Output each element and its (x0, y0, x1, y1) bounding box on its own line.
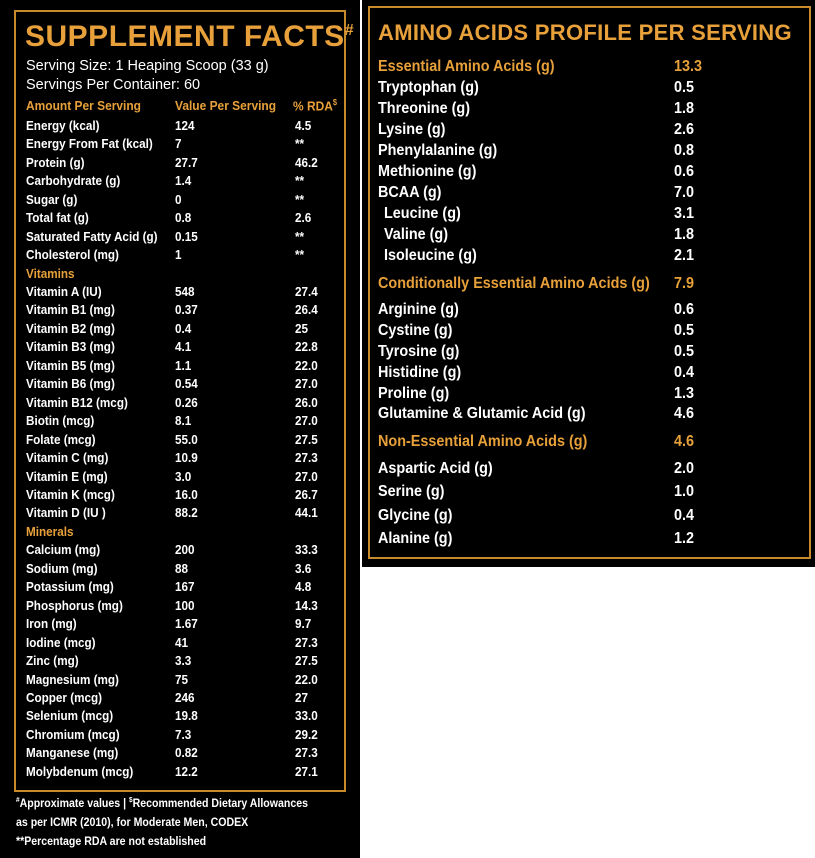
nutrient-rda: 27.0 (295, 376, 318, 391)
amino-acid-name: Alanine (g) (378, 530, 453, 547)
nutrient-value: 3.0 (175, 469, 192, 484)
amino-acid-name: Proline (g) (378, 385, 450, 402)
nutrient-name: Vitamin D (IU ) (26, 505, 106, 520)
amino-acid-value: 0.8 (674, 142, 695, 159)
amino-acid-row (362, 343, 815, 363)
nutrient-value: 124 (175, 118, 195, 133)
amino-acid-name: Methionine (g) (378, 163, 477, 180)
amino-acid-value: 0.4 (674, 364, 695, 381)
nutrient-row (0, 339, 360, 357)
nutrient-value: 55.0 (175, 432, 198, 447)
nutrient-row (0, 616, 360, 634)
nutrient-value: 0.8 (175, 210, 192, 225)
amino-group-row (362, 433, 815, 453)
amino-acid-name: Valine (g) (384, 226, 449, 243)
nutrient-rda: 27.3 (295, 450, 318, 465)
amino-acid-row (362, 405, 815, 425)
amino-acid-name: Essential Amino Acids (g) (378, 58, 555, 75)
nutrient-row (0, 487, 360, 505)
amino-acids-title: AMINO ACIDS PROFILE PER SERVING (378, 20, 792, 45)
amino-acid-value: 7.0 (674, 184, 695, 201)
nutrient-rda: 9.7 (295, 616, 312, 631)
amino-acid-value: 1.8 (674, 100, 695, 117)
amino-acid-value: 7.9 (674, 275, 695, 292)
nutrient-name: Vitamin B3 (mg) (26, 339, 115, 354)
amino-acid-name: Tyrosine (g) (378, 343, 460, 360)
nutrient-name: Cholesterol (mg) (26, 247, 119, 262)
nutrient-row (0, 542, 360, 560)
nutrient-row (0, 192, 360, 210)
nutrient-value: 0.4 (175, 321, 192, 336)
nutrient-value: 41 (175, 635, 189, 650)
amino-acid-value: 1.2 (674, 530, 695, 547)
nutrient-row (0, 708, 360, 726)
nutrient-rda: ** (295, 136, 305, 151)
amino-acid-value: 4.6 (674, 433, 695, 450)
nutrient-name: Chromium (mcg) (26, 727, 120, 742)
nutrient-value: 7.3 (175, 727, 192, 742)
nutrient-value: 0.82 (175, 745, 198, 760)
nutrient-row (0, 155, 360, 173)
footnote-line-1: #Approximate values | $Recommended Dietary Allowances (16, 797, 308, 810)
nutrient-row (0, 229, 360, 247)
nutrient-rda: 33.0 (295, 708, 318, 723)
amino-acid-name: Non-Essential Amino Acids (g) (378, 433, 588, 450)
supplement-facts-panel (0, 0, 360, 858)
nutrient-name: Manganese (mg) (26, 745, 119, 760)
amino-acid-row (362, 142, 815, 162)
amino-acid-name: Histidine (g) (378, 364, 462, 381)
nutrient-rda: 27 (295, 690, 309, 705)
serving-size: Serving Size: 1 Heaping Scoop (33 g) (26, 58, 269, 74)
nutrient-rda: 26.4 (295, 302, 318, 317)
nutrient-rda: 25 (295, 321, 309, 336)
nutrient-value: 100 (175, 598, 195, 613)
value-per-serving-header: Value Per Serving (175, 98, 277, 113)
nutrient-rda: 27.4 (295, 284, 318, 299)
nutrient-value: 0.37 (175, 302, 198, 317)
nutrient-name: Molybdenum (mcg) (26, 764, 134, 779)
nutrient-rda: 44.1 (295, 505, 318, 520)
nutrient-row (0, 469, 360, 487)
nutrient-value: 16.0 (175, 487, 198, 502)
nutrient-rda: ** (295, 173, 305, 188)
nutrient-row (0, 284, 360, 302)
nutrient-row (0, 173, 360, 191)
nutrient-row (0, 247, 360, 265)
nutrient-rda: 33.3 (295, 542, 318, 557)
nutrient-value: 10.9 (175, 450, 198, 465)
nutrient-name: Iron (mg) (26, 616, 77, 631)
nutrient-rda: 4.5 (295, 118, 312, 133)
nutrient-value: 12.2 (175, 764, 198, 779)
nutrient-name: Vitamin B6 (mg) (26, 376, 115, 391)
nutrient-row (0, 450, 360, 468)
amino-acid-name: Threonine (g) (378, 100, 470, 117)
amino-acid-row (362, 530, 815, 550)
footnote-line-2: as per ICMR (2010), for Moderate Men, CODEX (16, 817, 249, 829)
nutrient-name: Vitamin K (mcg) (26, 487, 115, 502)
nutrient-name: Biotin (mcg) (26, 413, 95, 428)
nutrient-row (0, 635, 360, 653)
amino-acid-name: Lysine (g) (378, 121, 446, 138)
nutrient-name: Total fat (g) (26, 210, 89, 225)
nutrient-row (0, 579, 360, 597)
amino-acid-row (362, 163, 815, 183)
servings-per-container: Servings Per Container: 60 (26, 77, 201, 93)
nutrient-row (0, 302, 360, 320)
amino-acid-name: Glycine (g) (378, 507, 453, 524)
nutrient-name: Vitamin B12 (mcg) (26, 395, 128, 410)
vitamins-section-label: Vitamins (26, 266, 75, 281)
nutrient-value: 1.1 (175, 358, 192, 373)
amino-acid-value: 0.5 (674, 79, 695, 96)
amino-acid-value: 13.3 (674, 58, 703, 75)
amino-acid-row (362, 79, 815, 99)
nutrient-name: Protein (g) (26, 155, 85, 170)
nutrient-name: Energy (kcal) (26, 118, 100, 133)
nutrient-rda: 27.0 (295, 469, 318, 484)
nutrient-value: 3.3 (175, 653, 192, 668)
amino-acid-value: 2.0 (674, 460, 695, 477)
amino-acid-name: Glutamine & Glutamic Acid (g) (378, 405, 586, 422)
amino-acid-name: Isoleucine (g) (384, 247, 477, 264)
amino-acid-value: 0.6 (674, 163, 695, 180)
amino-acid-row (362, 247, 815, 267)
nutrient-name: Folate (mcg) (26, 432, 96, 447)
nutrient-name: Sodium (mg) (26, 561, 98, 576)
nutrient-value: 88 (175, 561, 189, 576)
nutrient-name: Potassium (mg) (26, 579, 114, 594)
amino-acid-row (362, 483, 815, 503)
amino-acid-row (362, 205, 815, 225)
nutrient-value: 1.67 (175, 616, 198, 631)
amount-per-serving-header: Amount Per Serving (26, 98, 141, 113)
nutrient-row (0, 321, 360, 339)
nutrient-name: Vitamin B5 (mg) (26, 358, 115, 373)
nutrient-value: 167 (175, 579, 195, 594)
amino-acid-name: Phenylalanine (g) (378, 142, 498, 159)
nutrient-name: Vitamin B2 (mg) (26, 321, 115, 336)
nutrient-name: Selenium (mcg) (26, 708, 114, 723)
nutrient-name: Iodine (mcg) (26, 635, 96, 650)
nutrient-rda: 27.1 (295, 764, 318, 779)
nutrient-rda: ** (295, 192, 305, 207)
nutrient-row (0, 358, 360, 376)
nutrient-rda: 27.0 (295, 413, 318, 428)
nutrient-value: 0.54 (175, 376, 198, 391)
nutrient-value: 0.15 (175, 229, 198, 244)
nutrient-rda: 2.6 (295, 210, 312, 225)
amino-acid-row (362, 385, 815, 405)
footnote-line-3: **Percentage RDA are not established (16, 836, 207, 848)
nutrient-row (0, 764, 360, 782)
nutrient-name: Saturated Fatty Acid (g) (26, 229, 158, 244)
nutrient-value: 0 (175, 192, 182, 207)
nutrient-name: Vitamin A (IU) (26, 284, 102, 299)
nutrient-rda: ** (295, 229, 305, 244)
amino-acid-name: Cystine (g) (378, 322, 453, 339)
amino-acid-name: Aspartic Acid (g) (378, 460, 493, 477)
amino-acid-name: Leucine (g) (384, 205, 461, 222)
amino-acid-value: 3.1 (674, 205, 695, 222)
nutrient-rda: 22.0 (295, 358, 318, 373)
nutrient-row (0, 690, 360, 708)
nutrient-name: Vitamin E (mg) (26, 469, 108, 484)
nutrient-value: 0.26 (175, 395, 198, 410)
nutrient-rda: 4.8 (295, 579, 312, 594)
nutrient-rda: 27.5 (295, 432, 318, 447)
amino-acid-row (362, 460, 815, 480)
amino-acid-value: 0.4 (674, 507, 695, 524)
amino-acid-name: BCAA (g) (378, 184, 442, 201)
supplement-facts-title: SUPPLEMENT FACTS# (25, 20, 355, 53)
nutrient-row (0, 210, 360, 228)
nutrient-name: Copper (mcg) (26, 690, 103, 705)
nutrient-value: 4.1 (175, 339, 192, 354)
nutrient-name: Calcium (mg) (26, 542, 101, 557)
nutrient-name: Vitamin C (mg) (26, 450, 109, 465)
amino-acid-name: Tryptophan (g) (378, 79, 479, 96)
nutrient-row (0, 561, 360, 579)
amino-acid-row (362, 100, 815, 120)
amino-acid-value: 0.6 (674, 301, 695, 318)
nutrient-row (0, 136, 360, 154)
nutrient-name: Carbohydrate (g) (26, 173, 121, 188)
amino-acid-row (362, 184, 815, 204)
nutrient-row (0, 505, 360, 523)
amino-acid-name: Arginine (g) (378, 301, 459, 318)
amino-acid-row (362, 507, 815, 527)
nutrient-rda: 46.2 (295, 155, 318, 170)
nutrient-value: 7 (175, 136, 182, 151)
nutrient-rda: 3.6 (295, 561, 312, 576)
amino-acid-value: 1.3 (674, 385, 695, 402)
nutrient-value: 1 (175, 247, 182, 262)
nutrient-row (0, 376, 360, 394)
nutrient-row (0, 413, 360, 431)
nutrient-row (0, 395, 360, 413)
nutrient-value: 548 (175, 284, 195, 299)
nutrient-name: Vitamin B1 (mg) (26, 302, 115, 317)
nutrient-row (0, 432, 360, 450)
nutrient-row (0, 727, 360, 745)
nutrient-value: 27.7 (175, 155, 198, 170)
nutrient-rda: 14.3 (295, 598, 318, 613)
nutrient-row (0, 745, 360, 763)
amino-acid-value: 2.1 (674, 247, 695, 264)
amino-acid-row (362, 364, 815, 384)
nutrient-value: 246 (175, 690, 195, 705)
amino-acid-value: 1.0 (674, 483, 695, 500)
nutrient-rda: 29.2 (295, 727, 318, 742)
amino-acid-row (362, 301, 815, 321)
nutrient-value: 19.8 (175, 708, 198, 723)
nutrient-value: 200 (175, 542, 195, 557)
amino-acid-name: Serine (g) (378, 483, 445, 500)
nutrient-name: Phosphorus (mg) (26, 598, 123, 613)
nutrient-row (0, 118, 360, 136)
minerals-section-label: Minerals (26, 524, 74, 539)
amino-acid-row (362, 322, 815, 342)
amino-acid-value: 0.5 (674, 343, 695, 360)
nutrient-name: Zinc (mg) (26, 653, 79, 668)
nutrient-rda: 26.0 (295, 395, 318, 410)
rda-header: % RDA$ (293, 98, 337, 114)
nutrient-row (0, 598, 360, 616)
nutrient-name: Energy From Fat (kcal) (26, 136, 153, 151)
nutrient-row (0, 672, 360, 690)
nutrient-rda: ** (295, 247, 305, 262)
nutrient-rda: 22.0 (295, 672, 318, 687)
amino-group-row (362, 58, 815, 78)
nutrient-name: Sugar (g) (26, 192, 78, 207)
nutrient-rda: 27.3 (295, 745, 318, 760)
nutrient-rda: 22.8 (295, 339, 318, 354)
amino-acid-name: Conditionally Essential Amino Acids (g) (378, 275, 650, 292)
amino-group-row (362, 275, 815, 295)
nutrient-value: 8.1 (175, 413, 192, 428)
nutrient-value: 88.2 (175, 505, 198, 520)
nutrient-rda: 27.5 (295, 653, 318, 668)
nutrient-rda: 26.7 (295, 487, 318, 502)
nutrient-value: 1.4 (175, 173, 192, 188)
nutrient-row (0, 653, 360, 671)
amino-acid-row (362, 121, 815, 141)
amino-acid-row (362, 226, 815, 246)
amino-acids-panel (362, 0, 815, 567)
nutrient-name: Magnesium (mg) (26, 672, 119, 687)
nutrient-value: 75 (175, 672, 189, 687)
nutrient-rda: 27.3 (295, 635, 318, 650)
amino-acid-value: 4.6 (674, 405, 695, 422)
amino-acid-value: 2.6 (674, 121, 695, 138)
amino-acid-value: 0.5 (674, 322, 695, 339)
amino-acid-value: 1.8 (674, 226, 695, 243)
